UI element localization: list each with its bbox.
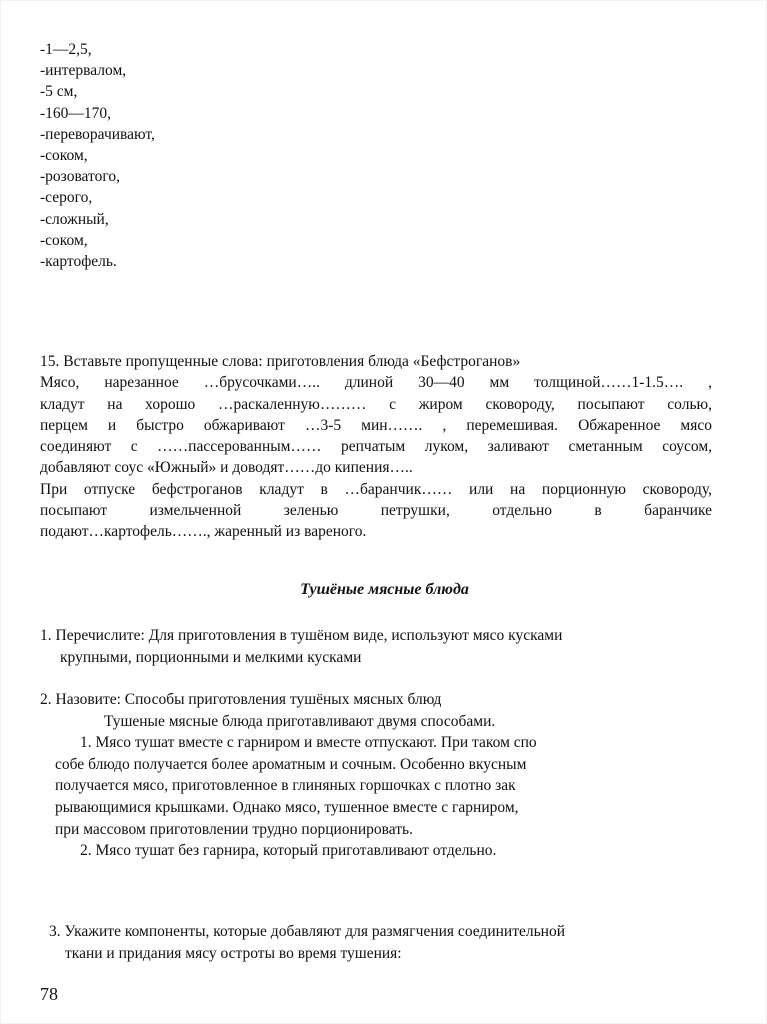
question-2-answer-intro: Тушеные мясные блюда приготавливают двумя способами. xyxy=(104,712,496,730)
answer-item: -1—2,5, xyxy=(40,41,92,58)
answer-item: -серого, xyxy=(40,189,93,207)
question-2-method-1-line: при массовом приготовлении трудно порционировать. xyxy=(55,820,413,838)
question-1-text: 1. Перечислите: Для приготовления в тушёном виде, используют мясо кусками xyxy=(40,627,563,644)
question-3 xyxy=(49,921,565,964)
question-2-method-1-line: собе блюдо получается более ароматным и сочным. Особенно вкусным xyxy=(55,755,527,773)
question-15-line: Мясо, нарезанное …брусочками….. длиной 30—40 мм толщиной……1-1.5…. , xyxy=(40,374,712,392)
answer-item: -переворачивают, xyxy=(40,125,155,143)
question-1-answer: крупными, порционными и мелкими кусками xyxy=(60,648,362,666)
question-2-method-2: 2. Мясо тушат без гарнира, который приготавливают отдельно. xyxy=(80,842,497,860)
question-15-line: перцем и быстро обжаривают …3-5 мин……. , перемешивая. Обжаренное мясо xyxy=(40,416,712,434)
question-2-method-1-line: рывающимися крышками. Однако мясо, тушенное вместе с гарниром, xyxy=(55,798,519,816)
question-15-line: кладут на хорошо …раскаленную……… с жиром сковороду, посыпают солью, xyxy=(40,395,712,413)
question-3-text: 3. Укажите компоненты, которые добавляют для размягчения соединительной xyxy=(49,923,565,940)
question-15-line: посыпают измельченной зеленью петрушки, отдельно в баранчике xyxy=(40,502,712,520)
page-number: 78 xyxy=(40,984,58,1004)
question-15-heading: 15. Вставьте пропущенные слова: приготовления блюда «Бефстроганов» xyxy=(40,353,521,370)
answer-item: -розоватого, xyxy=(40,168,120,186)
question-15-line: подают…картофель……., жаренный из вареного. xyxy=(40,523,367,541)
answer-item: -соком, xyxy=(40,231,88,249)
answer-item: -интервалом, xyxy=(40,62,127,80)
answer-item: -соком, xyxy=(40,147,88,165)
question-1 xyxy=(40,625,562,668)
question-2 xyxy=(40,689,537,862)
question-3-text-cont: ткани и придания мясу остроты во время тушения: xyxy=(65,944,402,962)
section-title: Тушёные мясные блюда xyxy=(300,581,469,598)
question-15 xyxy=(40,351,712,543)
question-15-line: соединяют с ……пассерованным…… репчатым луком, заливают сметанным соусом, xyxy=(40,438,712,456)
answer-item: -сложный, xyxy=(40,210,109,228)
answer-item: -160—170, xyxy=(40,104,112,122)
question-2-method-1: 1. Мясо тушат вместе с гарниром и вместе отпускают. При таком спо xyxy=(80,734,537,752)
answer-item: -картофель. xyxy=(40,253,117,271)
answer-item: -5 см, xyxy=(40,83,78,101)
answers-list xyxy=(40,39,155,272)
question-15-line: добавляют соус «Южный» и доводят……до кипения….. xyxy=(40,459,413,477)
question-15-line: При отпуске бефстроганов кладут в …баранчик…… или на порционную сковороду, xyxy=(40,480,712,498)
question-2-text: 2. Назовите: Способы приготовления тушёных мясных блюд xyxy=(40,691,442,708)
question-2-method-1-line: получается мясо, приготовленное в глиняных горшочках с плотно зак xyxy=(55,777,516,795)
